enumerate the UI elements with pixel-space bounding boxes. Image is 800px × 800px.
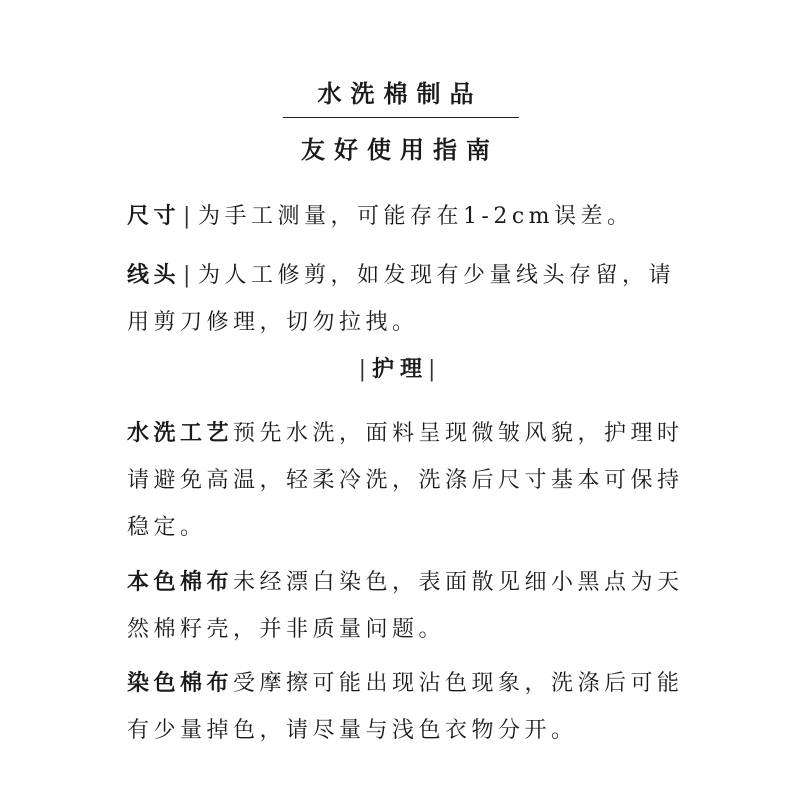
care-item-dyed-cotton xyxy=(127,660,687,754)
title-divider xyxy=(283,117,519,118)
care-item-label: 染色棉布 xyxy=(127,670,234,696)
care-item-label: 水洗工艺 xyxy=(127,420,234,446)
page-title: 水洗棉制品 xyxy=(317,79,483,108)
care-item-text: 受摩擦可能出现沾色现象，洗涤后可能有少量掉色，请尽量与浅色衣物分开。 xyxy=(127,671,684,743)
care-heading-title: 护理 xyxy=(371,356,428,382)
care-item-natural-cotton xyxy=(127,559,687,653)
size-note-separator: | xyxy=(183,204,195,229)
thread-note xyxy=(127,252,687,346)
care-section-heading xyxy=(0,352,800,383)
size-note-label: 尺寸 xyxy=(127,203,181,229)
care-item-washing xyxy=(127,410,687,551)
care-heading-bar-right: | xyxy=(428,357,442,382)
page-subtitle: 友好使用指南 xyxy=(301,135,499,164)
size-note-text: 为手工测量，可能存在1-2cm误差。 xyxy=(197,204,634,229)
thread-note-label: 线头 xyxy=(127,262,181,288)
care-item-label: 本色棉布 xyxy=(127,569,234,595)
care-heading-bar-left: | xyxy=(358,357,372,382)
care-item-text: 未经漂白染色，表面散见细小黑点为天然棉籽壳，并非质量问题。 xyxy=(127,570,684,642)
thread-note-text: 为人工修剪，如发现有少量线头存留，请用剪刀修理，切勿拉拽。 xyxy=(127,263,675,335)
size-note xyxy=(127,193,687,240)
care-item-text: 预先水洗，面料呈现微皱风貌，护理时请避免高温，轻柔冷洗，洗涤后尺寸基本可保持稳定。 xyxy=(127,421,684,540)
thread-note-separator: | xyxy=(183,263,195,288)
